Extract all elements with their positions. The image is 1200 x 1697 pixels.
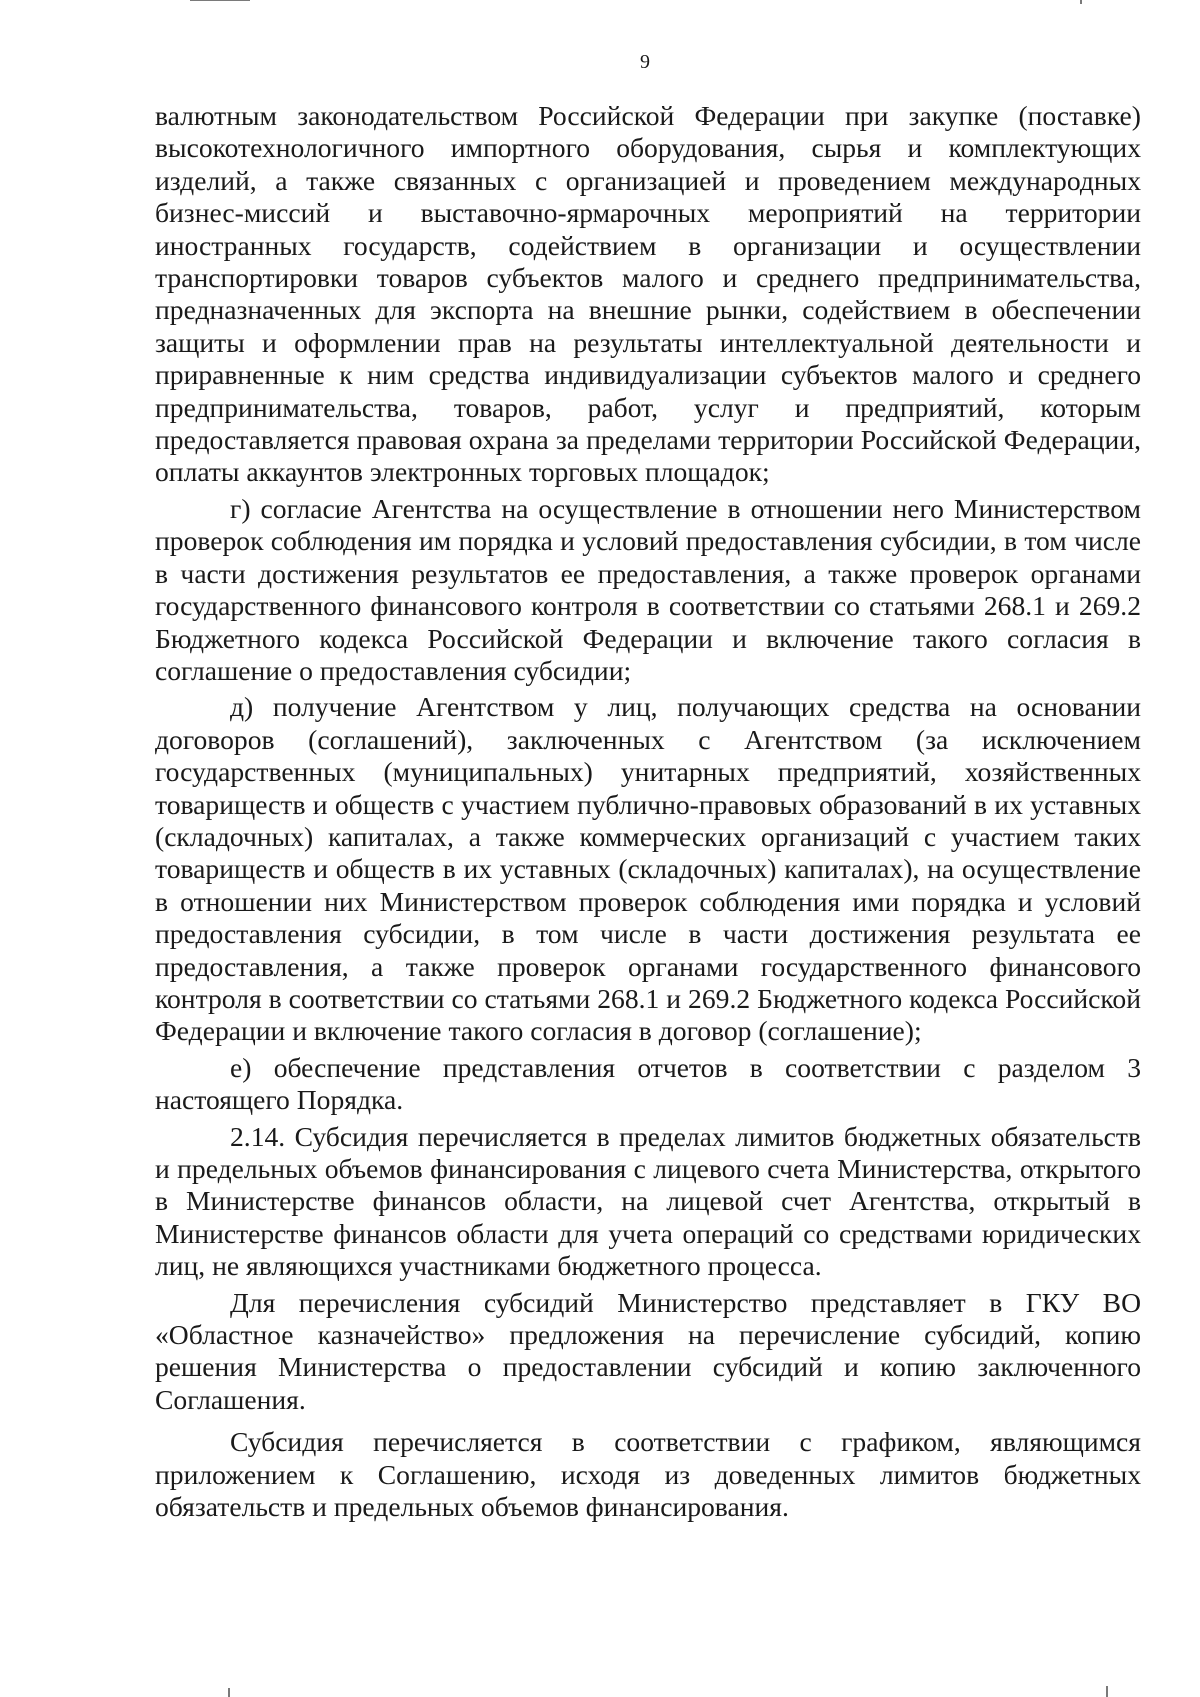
- paragraph-transfer-request: Для перечисления субсидий Министерство представляет в ГКУ ВО «Областное казначейство» предложения на перечисление субсидий, копию решения Министерства о предоставлении субсидий и копию заключенного Соглашения.: [155, 1286, 1141, 1415]
- paragraph-transfer-schedule: Субсидия перечисляется в соответствии с графиком, являющимся приложением к Соглашению, исходя из доведенных лимитов бюджетных обязательств и предельных объемов финансирования.: [155, 1426, 1141, 1523]
- paragraph-item-e: е) обеспечение представления отчетов в соответствии с разделом 3 настоящего Порядка.: [155, 1051, 1141, 1116]
- page-number: 9: [640, 51, 650, 73]
- scan-artifact-top-right: [1080, 0, 1082, 4]
- paragraph-continuation: валютным законодательством Российской Федерации при закупке (поставке) высокотехнологичного импортного оборудования, сырья и комплектующих изделий, а также связанных с организацией и проведением международных бизнес-миссий и выставочно-ярмарочных мероприятий на территории иностранных государств, содействием в организации и осуществлении транспортировки товаров субъектов малого и среднего предпринимательства, предназначенных для экспорта на внешние рынки, содействием в обеспечении защиты и оформлении прав на результаты интеллектуальной деятельности и приравненные к ним средства индивидуализации субъектов малого и среднего предпринимательства, товаров, работ, услуг и предприятий, которым предоставляется правовая охрана за пределами территории Российской Федерации, оплаты аккаунтов электронных торговых площадок;: [155, 100, 1141, 488]
- paragraph-2-14: 2.14. Субсидия перечисляется в пределах лимитов бюджетных обязательств и предельных объемов финансирования с лицевого счета Министерства, открытого в Министерстве финансов области, на лицевой счет Агентства, открытый в Министерстве финансов области для учета операций со средствами юридических лиц, не являющихся участниками бюджетного процесса.: [155, 1120, 1141, 1282]
- scan-artifact-bottom-right: [1106, 1686, 1108, 1697]
- paragraph-item-g: г) согласие Агентства на осуществление в отношении него Министерством проверок соблюдения им порядка и условий предоставления субсидии, в том числе в части достижения результатов ее предоставления, а также проверок органами государственного финансового контроля в соответствии со статьями 268.1 и 269.2 Бюджетного кодекса Российской Федерации и включение такого согласия в соглашение о предоставления субсидии;: [155, 492, 1141, 686]
- scan-artifact-top: [190, 0, 250, 1]
- document-body: [155, 100, 1141, 1523]
- paragraph-item-d: д) получение Агентством у лиц, получающих средства на основании договоров (соглашений), заключенных с Агентством (за исключением государственных (муниципальных) унитарных предприятий, хозяйственных товариществ и обществ с участием публично-правовых образований в их уставных (складочных) капиталах, а также коммерческих организаций с участием таких товариществ и обществ в их уставных (складочных) капиталах), на осуществление в отношении них Министерством проверок соблюдения ими порядка и условий предоставления субсидии, в том числе в части достижения результата ее предоставления, а также проверок органами государственного финансового контроля в соответствии со статьями 268.1 и 269.2 Бюджетного кодекса Российской Федерации и включение такого согласия в договор (соглашение);: [155, 691, 1141, 1047]
- scan-artifact-bottom-left: [228, 1688, 230, 1697]
